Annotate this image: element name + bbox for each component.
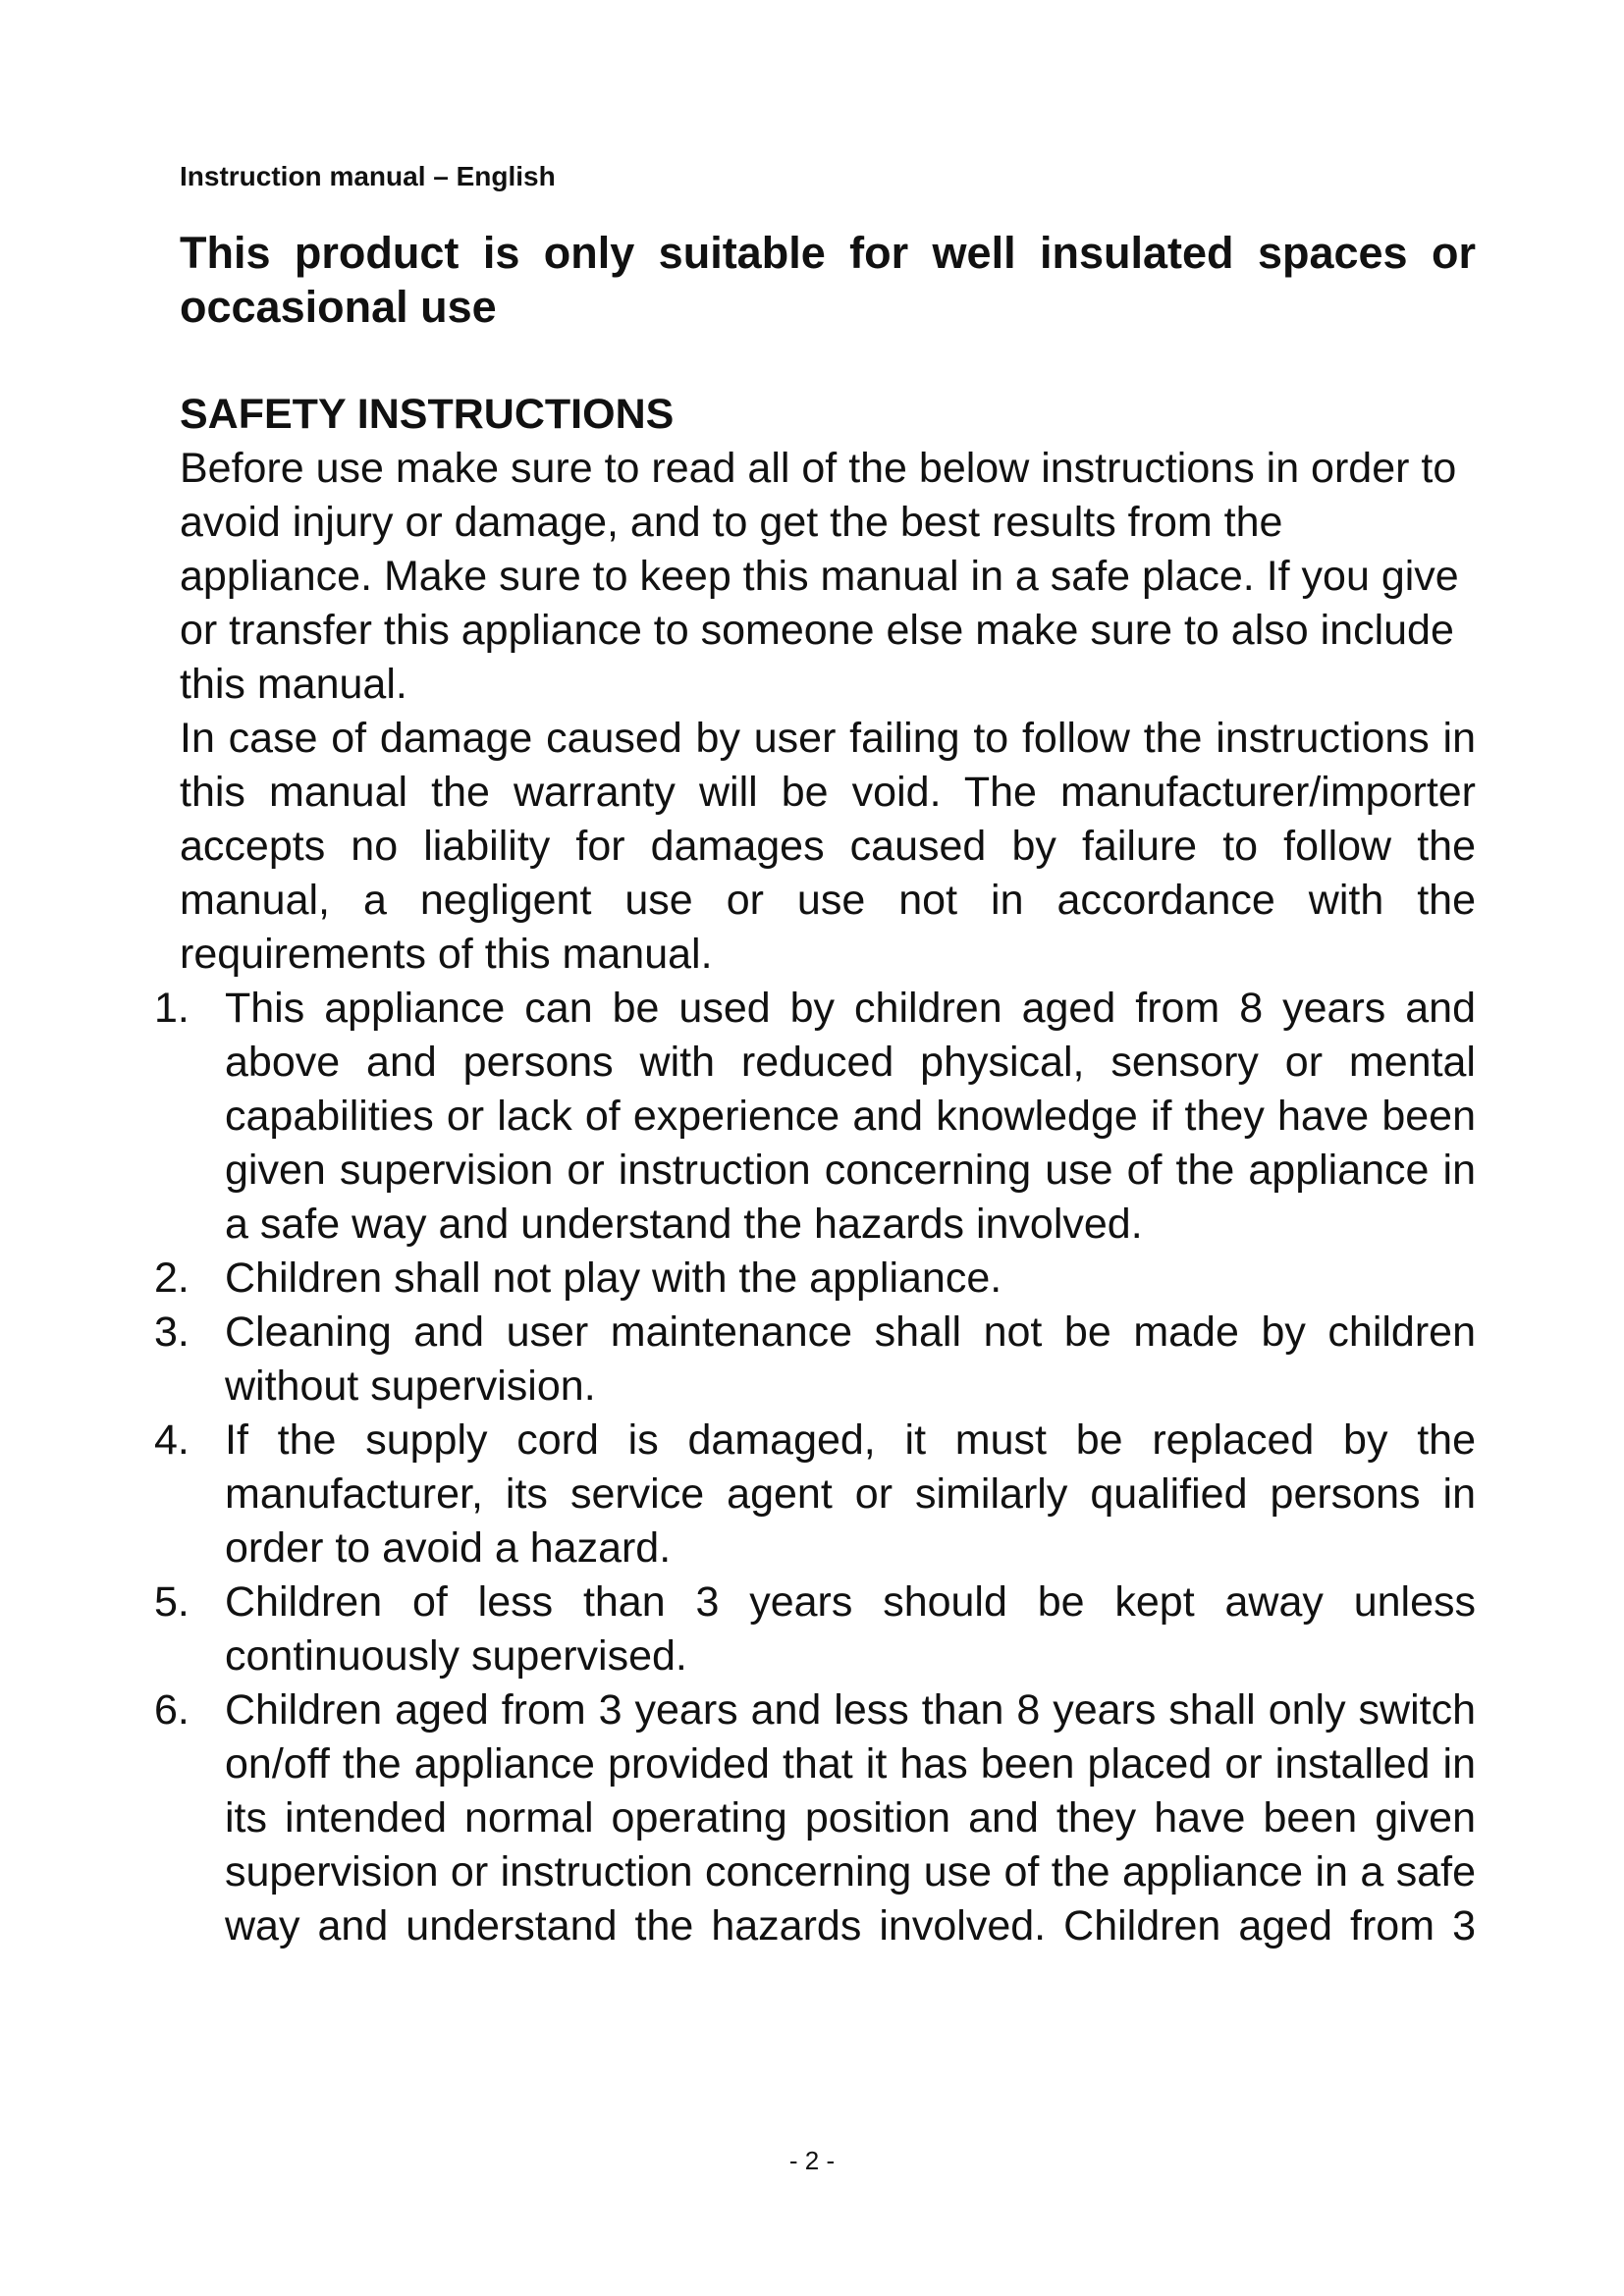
list-text: Children of less than 3 years should be kept away unless continuously supervised. [225, 1578, 1476, 1680]
list-text: If the supply cord is damaged, it must be replaced by the manufacturer, its service agent or similarly qualified persons in order to avoid a hazard. [225, 1416, 1476, 1572]
list-number: 2. [154, 1255, 189, 1302]
manual-page [154, 157, 1476, 1953]
list-item [154, 1306, 1476, 1414]
list-item [154, 1414, 1476, 1575]
list-text: This appliance can be used by children aged from 8 years and above and persons with reduced physical, sensory or mental capabilities or lack of experience and knowledge if they have been given supervision or instruction concerning use of the appliance in a safe way and understand the hazards involved. [225, 985, 1476, 1248]
list-item [154, 1683, 1476, 1953]
list-item [154, 1575, 1476, 1683]
list-number: 3. [154, 1308, 189, 1356]
warranty-paragraph: In case of damage caused by user failing to follow the instructions in this manual the warranty will be void. The manufacturer/importer accepts no liability for damages caused by failure to follow the manual, a negligent use or use not in accordance with the requirements of this manual. [180, 715, 1476, 978]
intro-paragraph: Before use make sure to read all of the below instructions in order to avoid injury or damage, and to get the best results from the appliance. Make sure to keep this manual in a safe place. If you give or transfer this appliance to someone else make sure to also include this manual. [180, 445, 1459, 708]
list-number: 1. [154, 985, 189, 1032]
page-number: - 2 - [788, 2146, 836, 2175]
list-number: 5. [154, 1578, 189, 1626]
suitability-notice: This product is only suitable for well insulated spaces or occasional use [180, 228, 1476, 332]
list-text: Children aged from 3 years and less than 8 years shall only switch on/off the appliance provided that it has been placed or installed in its intended normal operating position and they have been given supervision or instruction concerning use of the appliance in a safe way and understand the hazards involved. Children aged from 3 [225, 1686, 1476, 1949]
list-number: 4. [154, 1416, 189, 1464]
list-item [154, 1252, 1476, 1306]
safety-list [154, 982, 1476, 1953]
safety-heading: SAFETY INSTRUCTIONS [180, 391, 675, 438]
document-header: Instruction manual – English [180, 161, 556, 191]
list-number: 6. [154, 1686, 189, 1734]
list-text: Cleaning and user maintenance shall not be made by children without supervision. [225, 1308, 1476, 1410]
list-text: Children shall not play with the appliance. [225, 1255, 1002, 1302]
list-item [154, 982, 1476, 1252]
